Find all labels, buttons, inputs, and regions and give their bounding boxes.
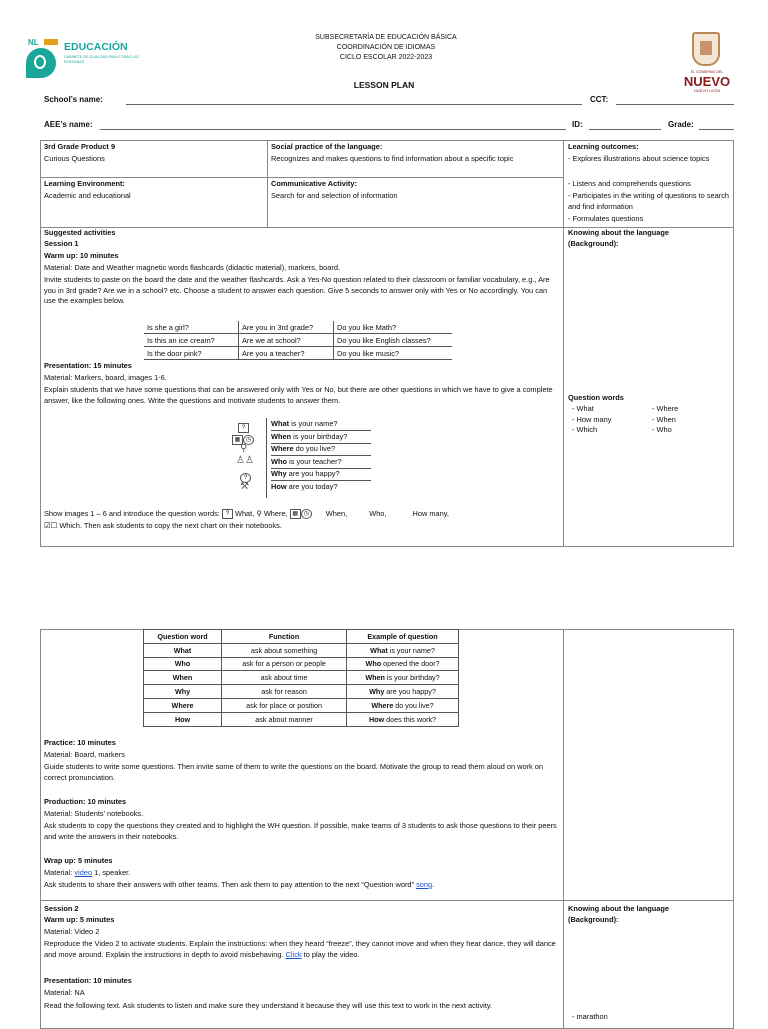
learning-outcome-1: - Explores illustrations about science topics: [568, 154, 710, 163]
wh-question-row: How are you today?: [271, 481, 338, 491]
question-word-cell: Who: [144, 657, 222, 671]
show-images-line-2: ☑☐ Which. Then ask students to copy the next chart on their notebooks.: [44, 521, 282, 530]
practice-material: Material: Board, markers: [44, 750, 125, 759]
brand-short: NL: [28, 38, 39, 47]
wrapup-material: Material: video 1, speaker.: [44, 868, 131, 877]
communicative-activity-title: Communicative Activity:: [271, 179, 357, 188]
function-cell: ask about time: [222, 671, 347, 685]
suggested-activities: Suggested activities: [44, 228, 116, 237]
brand-name: EDUCACIÓN: [64, 41, 128, 53]
production-material: Material: Students’ notebooks.: [44, 809, 144, 818]
wh-question-row: When is your birthday?: [271, 431, 371, 444]
function-cell: ask about manner: [222, 712, 347, 726]
table-row: [144, 671, 459, 685]
production-paragraph: Ask students to copy the questions they created and to highlight the WH question. If possible, make teams of 3 students to ask those questions to their peers and write the answers in their notebooks.: [44, 821, 557, 841]
question-words-col-1: - What - How many - Which: [572, 404, 612, 434]
environment-value: Academic and educational: [44, 191, 131, 200]
header-line-1: SUBSECRETARÍA DE EDUCACIÓN BÁSICA: [315, 34, 457, 41]
cct-field[interactable]: [616, 104, 734, 105]
yes-no-row: [144, 321, 452, 334]
session-2-material: Material: Video 2: [44, 927, 100, 936]
question-words-title: Question words: [568, 393, 624, 402]
table-row: [144, 643, 459, 657]
click-link[interactable]: Click: [285, 949, 302, 959]
presentation-title: Presentation: 15 minutes: [44, 361, 132, 370]
question-word-table: [143, 629, 459, 727]
grade-label: Grade:: [668, 120, 694, 129]
practice-paragraph: Guide students to write some questions. Then invite some of them to write the questions on the board. Motivate the group to read them aloud on work on correct pronunciation.: [44, 762, 544, 782]
learning-outcomes-title: Learning outcomes:: [568, 142, 639, 151]
table-header: Example of question: [347, 630, 459, 644]
brand-tagline: GABINETE DE IGUALDAD PARA TODAS LAS PERSONAS: [64, 55, 139, 64]
example-cell: Why are you happy?: [347, 685, 459, 699]
presentation-paragraph: Explain students that we have some questions that can be answered only with Yes or No, but there are other questions in which we have to give a complete answer, like the following ones. Write the questions and motivate students to answer them.: [44, 385, 553, 405]
example-cell: When is your birthday?: [347, 671, 459, 685]
calendar-clock-icon: ▦ ◷: [232, 431, 254, 449]
header-line-3: CICLO ESCOLAR 2022-2023: [339, 54, 433, 61]
social-practice-value: Recognizes and makes questions to find information about a specific topic: [271, 154, 514, 163]
seal-sub: NUEVO LEÓN: [693, 88, 721, 93]
presentation-material: Material: Markers, board, images 1-6.: [44, 373, 167, 382]
example-cell: What is your name?: [347, 643, 459, 657]
yes-no-row: [144, 334, 452, 347]
what-icon: ?: [222, 509, 233, 519]
table-row: [144, 698, 459, 712]
session-2-title: Session 2: [44, 904, 79, 913]
education-logo: [22, 38, 157, 82]
when-calendar-icon: ▦: [290, 509, 301, 519]
production-title: Production: 10 minutes: [44, 797, 127, 806]
wh-question-row: Who is your teacher?: [271, 456, 371, 469]
page-title: LESSON PLAN: [353, 80, 415, 90]
wrapup-paragraph: Ask students to share their answers with other teams. Then ask them to pay attention to the next “Question word” song.: [44, 880, 435, 889]
video-link[interactable]: video: [74, 868, 93, 877]
example-cell: How does this work?: [347, 712, 459, 726]
practice-title: Practice: 10 minutes: [44, 738, 116, 747]
question-words-col-2: - Where - When - Who: [652, 404, 679, 434]
yes-no-cell: Is the door pink?: [144, 347, 239, 360]
product-value: Curious Questions: [44, 154, 105, 163]
question-word-cell: Where: [144, 698, 222, 712]
table-header: Question word: [144, 630, 222, 644]
where-pin-icon: ⚲: [256, 509, 262, 518]
document-header: [260, 33, 512, 63]
song-link[interactable]: song: [416, 880, 433, 889]
function-cell: ask for a person or people: [222, 657, 347, 671]
table-header-row: [144, 630, 459, 644]
aee-label: AEE’s name:: [44, 120, 93, 129]
session-2-presentation-paragraph: Read the following text. Ask students to listen and make sure they understand it because they will use this text to work in the next activity.: [44, 1001, 493, 1010]
hand-icon: [26, 48, 56, 78]
yes-no-cell: Is she a girl?: [144, 321, 239, 334]
product-title: 3rd Grade Product 9: [44, 142, 116, 151]
yes-no-cell: Are you a teacher?: [239, 347, 334, 360]
table-row: [144, 685, 459, 699]
id-label: ID:: [572, 120, 583, 129]
environment-title: Learning Environment:: [44, 179, 125, 188]
session-1-title: Session 1: [44, 239, 79, 248]
table-row: [144, 712, 459, 726]
question-word-cell: When: [144, 671, 222, 685]
cct-label: CCT:: [590, 95, 609, 104]
warmup-title: Warm up: 10 minutes: [44, 251, 119, 260]
wh-question-row: Why are you happy?: [271, 468, 371, 481]
yes-no-cell: Do you like Math?: [334, 321, 453, 334]
warmup-material: Material: Date and Weather magnetic words flashcards (didactic material), markers, board.: [44, 263, 341, 272]
session-2-warmup: Warm up: 5 minutes: [44, 915, 115, 924]
reason-icon: ?: [240, 469, 251, 487]
coat-of-arms-icon: [692, 32, 720, 66]
yes-no-cell: Do you like music?: [334, 347, 453, 360]
wh-question-row: What is your name?: [271, 418, 371, 431]
table-header: Function: [222, 630, 347, 644]
checkbox-icon: ☑☐: [44, 521, 58, 530]
grade-field[interactable]: [699, 129, 734, 130]
seal-top-text: EL GOBIERNO DEL: [690, 70, 724, 74]
crown-icon: [44, 39, 58, 45]
learning-outcome-3: - Participates in the writing of questions to search and find information: [568, 191, 730, 211]
session-2-presentation-material: Material: NA: [44, 988, 85, 997]
aee-field[interactable]: [100, 129, 566, 130]
school-label: School’s name:: [44, 95, 103, 104]
people-icon: ♙♙: [236, 455, 254, 466]
header-line-2: COORDINACIÓN DE IDIOMAS: [336, 44, 436, 51]
yes-no-cell: Is this an ice cream?: [144, 334, 239, 347]
function-cell: ask for place or position: [222, 698, 347, 712]
learning-outcome-4: - Formulates questions: [568, 214, 644, 223]
session-2-paragraph: Reproduce the Video 2 to activate students. Explain the instructions: when they heard “freeze”, they cannot move and when they hear dance, they will dance and move around. Explain the instructions in depth to avoid misbehaving. Click to play the video.: [44, 939, 556, 959]
yes-no-row: [144, 347, 452, 360]
warmup-paragraph: Invite students to paste on the board the date and the weather flashcards. Ask a Yes-No question related to their classroom or familiar vocabulary, e.g., Are you in 3rd grade? Are we in a school? etc. Choose a student to answer each question. Give 5 seconds to answer only with Yes or No accordingly. You can use the examples below.: [44, 275, 550, 305]
seal-name: NUEVO: [683, 74, 731, 89]
question-word-cell: How: [144, 712, 222, 726]
location-pin-icon: ⚲: [240, 443, 248, 454]
yes-no-cell: Do you like English classes?: [334, 334, 453, 347]
function-cell: ask for reason: [222, 685, 347, 699]
id-field[interactable]: [589, 129, 661, 130]
example-cell: Who opened the door?: [347, 657, 459, 671]
communicative-activity-value: Search for and selection of information: [271, 191, 398, 200]
knowing-language-title-2: Knowing about the language (Background):: [568, 904, 670, 924]
wrapup-title: Wrap up: 5 minutes: [44, 856, 113, 865]
learning-outcome-2: - Listens and comprehends questions: [568, 179, 691, 188]
show-images-line: Show images 1 – 6 and introduce the question words: ? What, ⚲ Where, ▦ ◷ When, Who, How many,: [44, 509, 449, 518]
school-field[interactable]: [126, 104, 582, 105]
session-2-presentation: Presentation: 10 minutes: [44, 976, 132, 985]
yes-no-cell: Are we at school?: [239, 334, 334, 347]
question-word-cell: Why: [144, 685, 222, 699]
yes-no-cell: Are you in 3rd grade?: [239, 321, 334, 334]
example-cell: Where do you live?: [347, 698, 459, 712]
function-cell: ask about something: [222, 643, 347, 657]
yes-no-examples: [144, 321, 452, 360]
when-clock-icon: ◷: [301, 509, 312, 519]
table-row: [144, 657, 459, 671]
tools-icon: ⚒: [240, 481, 249, 492]
question-word-cell: What: [144, 643, 222, 657]
knowing-language-title-1: Knowing about the language (Background):: [568, 228, 670, 248]
wh-question-row: Where do you live?: [271, 443, 371, 456]
marathon-item: - marathon: [572, 1012, 608, 1021]
question-icon: ?: [238, 419, 249, 437]
social-practice-title: Social practice of the language:: [271, 142, 383, 151]
